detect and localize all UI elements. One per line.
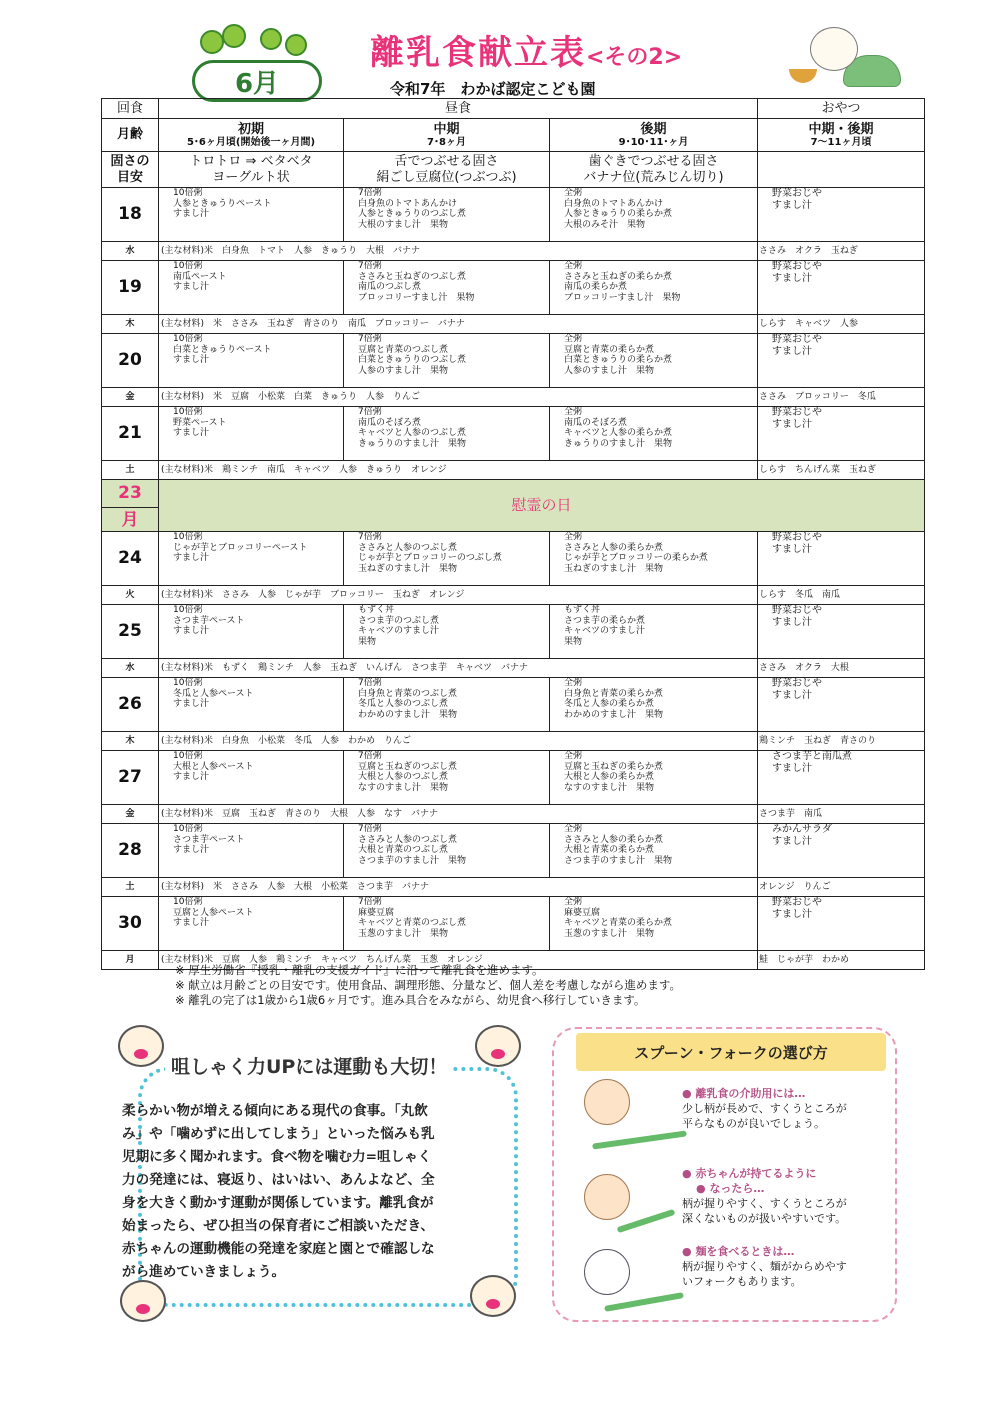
menu-line: ささみと人参のつぶし煮 (358, 834, 458, 845)
menu-line: すまし汁 (772, 544, 813, 555)
weekday: 金 (102, 388, 159, 407)
menu-line: 人参のすまし汁 果物 (564, 365, 655, 376)
header-kaishoku: 回食 (102, 99, 159, 119)
day-row (102, 605, 925, 659)
snack-menu (758, 751, 925, 805)
chewing-text: 柔らかい物が増える傾向にある現代の食事。「丸飲 み」や「噛めずに出してしまう」といった悩みも乳 児期に多く聞かれます。食べ物を噛む力=咀しゃく 力の発達には、寝返り、はいはい、あんよなど、全 身を大きく動かす運動が関係しています。離乳食が 始まったら、ぜひ担当の保育者にご相談いただき、 赤ちゃんの運動機能の発達を家庭と園とで確認しな がら進めていきましょう。 (122, 1103, 435, 1280)
menu-line: 人参ときゅうりペースト (173, 198, 272, 209)
menu-line: もずく丼 (358, 605, 395, 615)
ingredient-row (102, 732, 925, 751)
menu-line: キャベツと青菜の柔らか煮 (564, 918, 673, 928)
menu-line: 豆腐と人参ペースト (173, 907, 254, 918)
menu-line: 玉ねぎのすまし汁 果物 (564, 563, 664, 574)
ingredients: (主な材料) 米 豆腐 小松菜 白菜 きゅうり 人参 りんご (159, 388, 758, 407)
middle-menu (344, 678, 550, 732)
menu-line: キャベツのすまし汁 (358, 626, 440, 636)
ingredient-row (102, 242, 925, 261)
menu-line: 大根と人参ペースト (173, 761, 254, 772)
menu-line: 10倍粥 (173, 678, 203, 688)
menu-line: 7倍粥 (358, 261, 382, 271)
menu-line: 7倍粥 (358, 334, 382, 344)
menu-line: ささみと人参のつぶし煮 (358, 542, 458, 553)
spoon-tip: ● 赤ちゃんが持てるように ● なったら… 柄が握りやすく、すくうところが 深くないものが扱いやすいです。 (682, 1166, 892, 1226)
snack-ingredients: ささみ オクラ 大根 (758, 659, 925, 678)
menu-line: 7倍粥 (358, 751, 382, 761)
weekday: 木 (102, 315, 159, 334)
day-number: 25 (102, 605, 159, 659)
middle-menu (344, 407, 550, 461)
menu-line: じゃが芋とブロッコリーペースト (173, 542, 308, 553)
menu-table (101, 98, 925, 970)
menu-line: すまし汁 (772, 690, 813, 701)
menu-line: 冬瓜と人参のつぶし煮 (358, 699, 449, 709)
snack-menu (758, 188, 925, 242)
day-row (102, 407, 925, 461)
menu-line: ささみと人参の柔らか煮 (564, 834, 664, 845)
mother-spoon-illustration (574, 1079, 674, 1139)
menu-line: 白身魚と青菜の柔らか煮 (564, 688, 664, 699)
ingredient-row (102, 805, 925, 824)
menu-line: 果物 (564, 636, 583, 647)
ingredients: (主な材料)米 白身魚 小松菜 冬瓜 人参 わかめ りんご (159, 732, 758, 751)
menu-line: 野菜おじや (772, 407, 823, 418)
weekday: 水 (102, 659, 159, 678)
menu-line: わかめのすまし汁 果物 (358, 709, 458, 720)
menu-line: 大根と人参の柔らか煮 (564, 772, 655, 782)
snack-menu (758, 407, 925, 461)
menu-line: 野菜おじや (772, 897, 823, 908)
menu-line: 7倍粥 (358, 897, 382, 907)
ingredient-row (102, 586, 925, 605)
menu-line: きゅうりのすまし汁 果物 (358, 438, 467, 449)
weekday: 木 (102, 732, 159, 751)
early-menu (159, 897, 344, 951)
header-snack: おやつ (758, 99, 925, 119)
menu-line: 野菜おじや (772, 532, 823, 543)
snack-ingredients: しらす ちんげん菜 玉ねぎ (758, 461, 925, 480)
ingredient-row (102, 461, 925, 480)
ingredients: (主な材料)米 もずく 鶏ミンチ 人参 玉ねぎ いんげん さつま芋 キャベツ バナナ (159, 659, 758, 678)
weekday: 火 (102, 586, 159, 605)
menu-line: 全粥 (564, 532, 583, 542)
day-row (102, 751, 925, 805)
day-row (102, 334, 925, 388)
middle-menu (344, 188, 550, 242)
menu-line: さつま芋のすまし汁 果物 (358, 855, 467, 866)
menu-line: すまし汁 (173, 772, 210, 782)
day-row (102, 678, 925, 732)
stage-late: 後期 9･10･11･ヶ月 (550, 119, 758, 152)
menu-line: もずく丼 (564, 605, 601, 615)
late-menu (550, 897, 758, 951)
stage-early: 初期 5･6ヶ月頃(開始後一ヶ月間) (159, 119, 344, 152)
ingredient-row (102, 315, 925, 334)
baby-face-icon (120, 1280, 166, 1322)
menu-line: 大根と人参のつぶし煮 (358, 772, 449, 782)
menu-line: 10倍粥 (173, 897, 203, 907)
menu-line: すまし汁 (772, 617, 813, 628)
stage-middle: 中期 7･8ヶ月 (344, 119, 550, 152)
snack-menu (758, 824, 925, 878)
menu-line: すまし汁 (772, 346, 813, 357)
chewing-heading: 咀しゃく力UPには運動も大切！ (165, 1052, 453, 1079)
menu-line: 人参のすまし汁 果物 (358, 365, 449, 376)
menu-line: みかんサラダ (772, 824, 832, 835)
menu-line: さつま芋ペースト (173, 834, 245, 845)
menu-line: 玉葱のすまし汁 果物 (358, 928, 449, 939)
early-menu (159, 605, 344, 659)
menu-line: 全粥 (564, 188, 583, 198)
menu-line: 7倍粥 (358, 188, 382, 198)
menu-line: 全粥 (564, 751, 583, 761)
early-menu (159, 532, 344, 586)
menu-line: 豆腐と青菜の柔らか煮 (564, 344, 655, 355)
note-line: ※ 厚生労働省『授乳・離乳の支援ガイド』に沿って離乳食を進めます。 (175, 963, 544, 977)
menu-line: 野菜おじや (772, 605, 823, 616)
ingredient-row (102, 878, 925, 897)
menu-line: 10倍粥 (173, 334, 203, 344)
menu-line: 豆腐と青菜のつぶし煮 (358, 344, 449, 355)
baby-face-icon (118, 1025, 164, 1067)
ingredients: (主な材料) 米 ささみ 玉ねぎ 青さのり 南瓜 ブロッコリー バナナ (159, 315, 758, 334)
menu-line: すまし汁 (173, 428, 210, 438)
snack-ingredients: 鶏ミンチ 玉ねぎ 青さのり (758, 732, 925, 751)
menu-line: さつま芋ペースト (173, 615, 245, 626)
menu-line: 全粥 (564, 334, 583, 344)
holiday-label: 慰霊の日 (159, 480, 925, 532)
fork-tip: ● 麺を食べるときは… 柄が握りやすく、麺がからめやす いフォークもあります。 (682, 1244, 892, 1289)
middle-menu (344, 824, 550, 878)
snack-ingredients: しらす キャベツ 人参 (758, 315, 925, 334)
menu-line: 大根と青菜の柔らか煮 (564, 845, 655, 855)
snack-ingredients: さつま芋 南瓜 (758, 805, 925, 824)
menu-line: すまし汁 (772, 273, 813, 284)
menu-line: 全粥 (564, 897, 583, 907)
day-row (102, 188, 925, 242)
menu-line: 豆腐と玉ねぎの柔らか煮 (564, 761, 664, 772)
baby-eating-illustration (775, 25, 905, 90)
snack-ingredients: ささみ オクラ 玉ねぎ (758, 242, 925, 261)
late-menu (550, 532, 758, 586)
late-menu (550, 678, 758, 732)
weekday: 水 (102, 242, 159, 261)
menu-line: 人参ときゅうりの柔らか煮 (564, 209, 673, 219)
snack-menu (758, 897, 925, 951)
menu-line: じゃが芋とブロッコリーの柔らか煮 (564, 553, 708, 563)
late-menu (550, 751, 758, 805)
menu-line: 野菜おじや (772, 261, 823, 272)
snack-menu (758, 261, 925, 315)
menu-line: ささみと玉ねぎのつぶし煮 (358, 271, 467, 282)
late-menu (550, 334, 758, 388)
notes (175, 963, 681, 1008)
menu-line: さつま芋のつぶし煮 (358, 615, 440, 626)
menu-line: 南瓜のそぼろ煮 (358, 417, 422, 428)
early-menu (159, 334, 344, 388)
middle-menu (344, 532, 550, 586)
ingredients: (主な材料)米 白身魚 トマト 人参 きゅうり 大根 バナナ (159, 242, 758, 261)
early-menu (159, 824, 344, 878)
menu-line: 豆腐と玉ねぎのつぶし煮 (358, 761, 458, 772)
menu-line: 冬瓜と人参ペースト (173, 688, 254, 699)
weekday: 土 (102, 878, 159, 897)
snack-ingredients: しらす 冬瓜 南瓜 (758, 586, 925, 605)
snack-menu (758, 334, 925, 388)
menu-line: すまし汁 (173, 699, 210, 709)
holiday-row (102, 480, 925, 508)
menu-line: 野菜おじや (772, 334, 823, 345)
menu-line: ささみと玉ねぎの柔らか煮 (564, 271, 673, 282)
header-lunch: 昼食 (159, 99, 758, 119)
menu-line: 人参ときゅうりのつぶし煮 (358, 209, 467, 219)
spoon-heading: スプーン・フォークの選び方 (576, 1033, 886, 1071)
menu-line: じゃが芋とブロッコリーのつぶし煮 (358, 553, 502, 563)
menu-line: 南瓜ペースト (173, 271, 227, 282)
menu-line: すまし汁 (173, 845, 210, 855)
menu-line: 白菜ときゅうりペースト (173, 344, 272, 355)
menu-line: 7倍粥 (358, 407, 382, 417)
day-number: 28 (102, 824, 159, 878)
menu-line: 南瓜の柔らか煮 (564, 282, 628, 292)
menu-line: 麻婆豆腐 (358, 907, 395, 918)
menu-line: すまし汁 (173, 282, 210, 292)
late-menu (550, 261, 758, 315)
spoon-tip: ● 離乳食の介助用には… 少し柄が長めで、すくうところが 平らなものが良いでしょう。 (682, 1086, 892, 1131)
middle-menu (344, 334, 550, 388)
menu-line: 大根のすまし汁 果物 (358, 219, 449, 230)
menu-line: 野菜ペースト (173, 417, 227, 428)
month-label: 6月 (192, 60, 322, 102)
page-title: 離乳食献立表<その2> (370, 33, 683, 73)
ingredient-row (102, 659, 925, 678)
page-subtitle: 令和7年 わかば認定こども園 (390, 80, 596, 98)
holiday-weekday: 月 (102, 508, 159, 532)
menu-line: 玉葱のすまし汁 果物 (564, 928, 655, 939)
menu-line: 白身魚のトマトあんかけ (358, 198, 458, 209)
middle-menu (344, 897, 550, 951)
ingredients: (主な材料) 米 ささみ 人参 大根 小松菜 さつま芋 バナナ (159, 878, 758, 897)
menu-line: 野菜おじや (772, 188, 823, 199)
menu-line: 10倍粥 (173, 261, 203, 271)
menu-line: すまし汁 (173, 626, 210, 636)
menu-line: 10倍粥 (173, 605, 203, 615)
middle-menu (344, 751, 550, 805)
day-row (102, 261, 925, 315)
menu-line: すまし汁 (772, 909, 813, 920)
day-number: 26 (102, 678, 159, 732)
month-badge (190, 22, 330, 99)
menu-line: すまし汁 (173, 918, 210, 928)
menu-line: 大根と青菜のつぶし煮 (358, 845, 449, 855)
snack-menu (758, 605, 925, 659)
consistency-late: 歯ぐきでつぶせる固さ バナナ位(荒みじん切り) (550, 152, 758, 188)
menu-line: なすのすまし汁 果物 (358, 782, 449, 793)
weekday: 月 (102, 951, 159, 970)
menu-line: 10倍粥 (173, 532, 203, 542)
ingredients: (主な材料)米 鶏ミンチ 南瓜 キャベツ 人参 きゅうり オレンジ (159, 461, 758, 480)
day-number: 21 (102, 407, 159, 461)
menu-line: 全粥 (564, 824, 583, 834)
menu-line: キャベツと人参のつぶし煮 (358, 428, 467, 438)
day-row (102, 897, 925, 951)
menu-line: さつま芋と南瓜煮 (772, 751, 853, 762)
day-row (102, 532, 925, 586)
note-line: ※ 献立は月齢ごとの目安です。使用食品、調理形態、分量など、個人差を考慮しながら進めます。 (175, 978, 681, 992)
ingredient-row (102, 388, 925, 407)
menu-line: きゅうりのすまし汁 果物 (564, 438, 673, 449)
menu-line: すまし汁 (173, 209, 210, 219)
late-menu (550, 407, 758, 461)
day-number: 27 (102, 751, 159, 805)
stage-snack: 中期・後期 7～11ヶ月頃 (758, 119, 925, 152)
menu-line: 白身魚のトマトあんかけ (564, 198, 664, 209)
menu-line: 野菜おじや (772, 678, 823, 689)
menu-line: 10倍粥 (173, 751, 203, 761)
menu-line: 白菜ときゅうりのつぶし煮 (358, 355, 467, 365)
baby-face-icon (475, 1025, 521, 1067)
chewing-box (110, 1025, 520, 1325)
day-number: 18 (102, 188, 159, 242)
menu-line: さつま芋のすまし汁 果物 (564, 855, 673, 866)
weekday: 金 (102, 805, 159, 824)
ingredients: (主な材料)米 ささみ 人参 じゃが芋 ブロッコリー 玉ねぎ オレンジ (159, 586, 758, 605)
menu-line: 全粥 (564, 407, 583, 417)
menu-line: 白身魚と青菜のつぶし煮 (358, 688, 458, 699)
menu-line: なすのすまし汁 果物 (564, 782, 655, 793)
day-row (102, 824, 925, 878)
early-menu (159, 261, 344, 315)
early-menu (159, 678, 344, 732)
holiday-day: 23 (102, 480, 159, 508)
menu-line: すまし汁 (772, 763, 813, 774)
late-menu (550, 605, 758, 659)
menu-line: 大根のみそ汁 果物 (564, 219, 646, 230)
menu-line: 7倍粥 (358, 532, 382, 542)
weekday: 土 (102, 461, 159, 480)
menu-line: キャベツと人参の柔らか煮 (564, 428, 673, 438)
day-number: 19 (102, 261, 159, 315)
consistency-middle: 舌でつぶせる固さ 絹ごし豆腐位(つぶつぶ) (344, 152, 550, 188)
spoon-box (552, 1027, 897, 1322)
menu-line: さつま芋の柔らか煮 (564, 615, 646, 626)
menu-line: 南瓜のそぼろ煮 (564, 417, 628, 428)
menu-line: ブロッコリーすまし汁 果物 (358, 292, 475, 303)
noodle-fork-illustration (574, 1249, 674, 1309)
menu-line: 南瓜のつぶし煮 (358, 282, 422, 292)
menu-line: 麻婆豆腐 (564, 907, 601, 918)
day-number: 20 (102, 334, 159, 388)
menu-line: すまし汁 (772, 419, 813, 430)
menu-line: 全粥 (564, 261, 583, 271)
late-menu (550, 824, 758, 878)
early-menu (159, 751, 344, 805)
menu-line: ブロッコリーすまし汁 果物 (564, 292, 681, 303)
consistency-snack (758, 152, 925, 188)
early-menu (159, 188, 344, 242)
menu-line: 10倍粥 (173, 407, 203, 417)
consistency-early: トロトロ ⇒ ベタベタ ヨーグルト状 (159, 152, 344, 188)
ingredients: (主な材料)米 豆腐 玉ねぎ 青さのり 大根 人参 なす バナナ (159, 805, 758, 824)
menu-line: キャベツと青菜のつぶし煮 (358, 918, 467, 928)
note-line: ※ 離乳の完了は1歳から1歳6ヶ月です。進み具合をみながら、幼児食へ移行していきます。 (175, 993, 646, 1007)
menu-line: 白菜ときゅうりの柔らか煮 (564, 355, 673, 365)
menu-line: すまし汁 (173, 355, 210, 365)
menu-line: すまし汁 (772, 836, 813, 847)
snack-ingredients: オレンジ りんご (758, 878, 925, 897)
snack-ingredients: ささみ ブロッコリー 冬瓜 (758, 388, 925, 407)
middle-menu (344, 605, 550, 659)
baby-spoon-illustration (574, 1174, 674, 1234)
menu-line: 10倍粥 (173, 824, 203, 834)
menu-line: 7倍粥 (358, 824, 382, 834)
menu-line: 10倍粥 (173, 188, 203, 198)
menu-line: 7倍粥 (358, 678, 382, 688)
middle-menu (344, 261, 550, 315)
late-menu (550, 188, 758, 242)
header-getsurei: 月齢 (102, 119, 159, 152)
menu-line: 玉ねぎのすまし汁 果物 (358, 563, 458, 574)
ingredients: (主な材料)米 豆腐 人参 鶏ミンチ キャベツ ちんげん菜 玉葱 オレンジ (159, 951, 758, 970)
consistency-label: 固さの 目安 (102, 152, 159, 188)
menu-line: わかめのすまし汁 果物 (564, 709, 664, 720)
snack-menu (758, 678, 925, 732)
menu-line: キャベツのすまし汁 (564, 626, 646, 636)
menu-line: 冬瓜と人参の柔らか煮 (564, 699, 655, 709)
snack-menu (758, 532, 925, 586)
menu-line: 果物 (358, 636, 377, 647)
snack-ingredients: 鮭 じゃが芋 わかめ (758, 951, 925, 970)
day-number: 24 (102, 532, 159, 586)
menu-line: 全粥 (564, 678, 583, 688)
menu-line: ささみと人参の柔らか煮 (564, 542, 664, 553)
menu-line: すまし汁 (173, 553, 210, 563)
menu-line: すまし汁 (772, 200, 813, 211)
day-number: 30 (102, 897, 159, 951)
early-menu (159, 407, 344, 461)
